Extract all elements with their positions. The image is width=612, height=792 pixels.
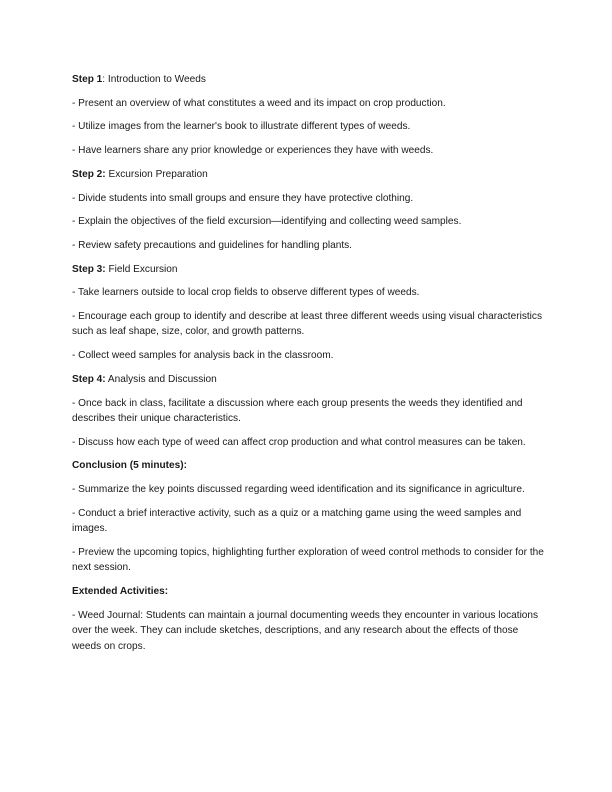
- conclusion-item-2: - Conduct a brief interactive activity, such as a quiz or a matching game using the weed samples and images.: [72, 507, 522, 535]
- step-3-item-2: - Encourage each group to identify and describe at least three different weeds using visual characteristics such as leaf shape, size, color, and growth patterns.: [72, 311, 542, 338]
- step-label: Step 3:: [72, 263, 106, 275]
- step-3-item-3: - Collect weed samples for analysis back in the classroom.: [72, 350, 334, 362]
- step-1-item-3: - Have learners share any prior knowledge or experiences they have with weeds.: [72, 145, 434, 157]
- step-label: Step 4:: [72, 373, 106, 385]
- step-2-heading: [72, 167, 546, 182]
- document-page: [72, 72, 546, 662]
- extended-activities-heading: Extended Activities:: [72, 585, 169, 597]
- step-title: Introduction to Weeds: [107, 74, 206, 85]
- step-label: Step 1: [72, 74, 103, 85]
- conclusion-heading: Conclusion (5 minutes):: [72, 460, 187, 472]
- step-4-item-2: - Discuss how each type of weed can affect crop production and what control measures can be taken.: [72, 436, 526, 448]
- step-4-item-1: - Once back in class, facilitate a discussion where each group presents the weeds they identified and describes their unique characteristics.: [72, 397, 523, 424]
- step-1-heading: [72, 72, 546, 87]
- step-2-item-2: - Explain the objectives of the field excursion—identifying and collecting weed samples.: [72, 216, 462, 228]
- step-3-heading: [72, 262, 546, 277]
- step-4-heading: [72, 372, 546, 387]
- step-separator: :: [102, 74, 108, 85]
- step-3-item-1: - Take learners outside to local crop fields to observe different types of weeds.: [72, 287, 420, 299]
- step-title: Excursion Preparation: [108, 168, 208, 180]
- step-1-item-1: - Present an overview of what constitutes a weed and its impact on crop production.: [72, 97, 446, 109]
- extended-item-1: - Weed Journal: Students can maintain a journal documenting weeds they encounter in various locations over the week. They can include sketches, descriptions, and any research about the effects of those weeds on crops.: [72, 609, 539, 652]
- step-2-item-3: - Review safety precautions and guidelines for handling plants.: [72, 239, 352, 251]
- step-1-item-2: - Utilize images from the learner's book to illustrate different types of weeds.: [72, 121, 411, 133]
- conclusion-item-3: - Preview the upcoming topics, highlighting further exploration of weed control methods to consider for the next session.: [72, 546, 544, 574]
- step-label: Step 2:: [72, 168, 106, 180]
- step-title: Field Excursion: [108, 263, 178, 275]
- step-title: Analysis and Discussion: [107, 373, 217, 385]
- step-2-item-1: - Divide students into small groups and ensure they have protective clothing.: [72, 192, 414, 204]
- conclusion-item-1: - Summarize the key points discussed regarding weed identification and its significance in agriculture.: [72, 484, 525, 496]
